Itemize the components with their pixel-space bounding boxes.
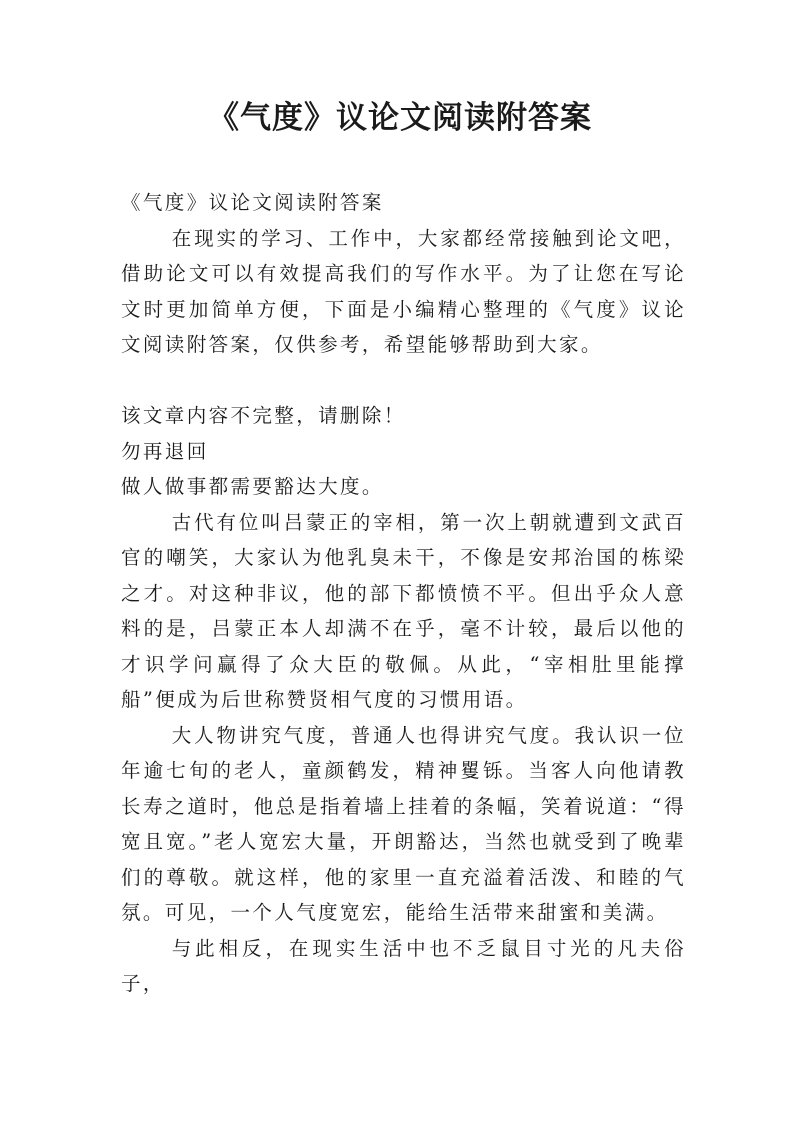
paragraph-example-2: 大人物讲究气度，普通人也得讲究气度。我认识一位年逾七旬的老人，童颜鹤发，精神矍铄。当客人向他请教长寿之道时，他总是指着墙上挂着的条幅，笑着说道：“得宽且宽。”老人宽宏大量，开朗豁达，当然也就受到了晚辈们的尊敬。就这样，他的家里一直充溢着活泼、和睦的气氛。可见，一个人气度宽宏，能给生活带来甜蜜和美满。 xyxy=(121,723,686,924)
paragraph-notice: 该文章内容不完整，请删除！ xyxy=(121,404,406,427)
paragraph-notice-2: 勿再退回 xyxy=(121,439,209,463)
blank-line xyxy=(121,363,686,399)
paragraph-contrast: 与此相反，在现实生活中也不乏鼠目寸光的凡夫俗子， xyxy=(121,936,686,995)
paragraph-intro: 在现实的学习、工作中，大家都经常接触到论文吧，借助论文可以有效提高我们的写作水平。为了让您在写论文时更加简单方便，下面是小编精心整理的《气度》议论文阅读附答案，仅供参考，希望能够帮助到大家。 xyxy=(121,226,686,356)
paragraph-example-1: 古代有位叫吕蒙正的宰相，第一次上朝就遭到文武百官的嘲笑，大家认为他乳臭未干，不像是安邦治国的栋梁之才。对这种非议，他的部下都愤愤不平。但出乎众人意料的是，吕蒙正本人却满不在乎，毫不计较，最后以他的才识学问赢得了众大臣的敬佩。从此，“宰相肚里能撑船”便成为后世称赞贤相气度的习惯用语。 xyxy=(121,510,686,711)
document-title: 《气度》议论文阅读附答案 xyxy=(208,100,592,136)
paragraph-heading: 《气度》议论文阅读附答案 xyxy=(121,191,384,214)
paragraph-thesis: 做人做事都需要豁达大度。 xyxy=(121,475,384,498)
document-body xyxy=(121,185,686,1002)
